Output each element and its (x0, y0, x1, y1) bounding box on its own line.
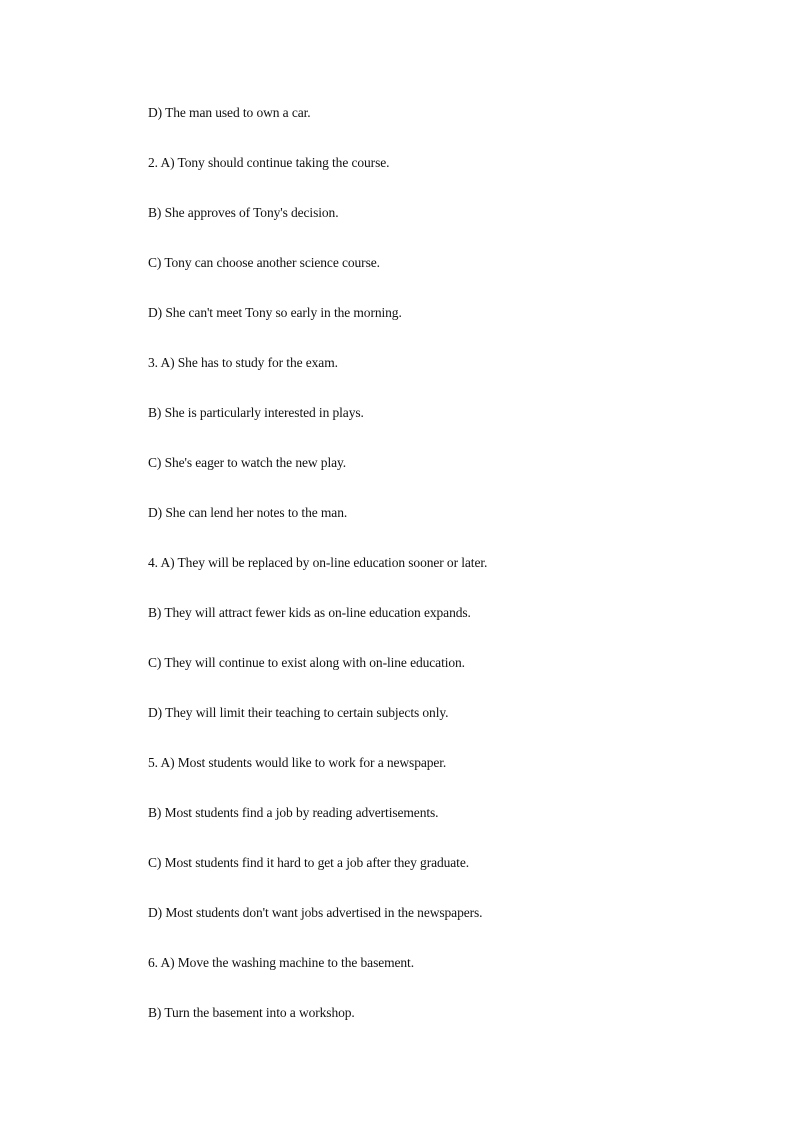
question-5-option-a: 5. A) Most students would like to work for a newspaper. (148, 755, 447, 770)
question-2-option-c: C) Tony can choose another science course. (148, 255, 380, 270)
question-3-option-b: B) She is particularly interested in plays. (148, 405, 364, 420)
question-5-option-c: C) Most students find it hard to get a job after they graduate. (148, 855, 469, 870)
question-4-option-c: C) They will continue to exist along with on-line education. (148, 655, 465, 670)
question-3-option-a: 3. A) She has to study for the exam. (148, 355, 338, 370)
question-6-option-a: 6. A) Move the washing machine to the basement. (148, 955, 414, 970)
question-4-option-b: B) They will attract fewer kids as on-line education expands. (148, 605, 471, 620)
question-2-option-d: D) She can't meet Tony so early in the morning. (148, 305, 402, 320)
option-line-1d: D) The man used to own a car. (148, 105, 311, 120)
answer-options-list (148, 104, 487, 1054)
question-3-option-c: C) She's eager to watch the new play. (148, 455, 347, 470)
question-3-option-d: D) She can lend her notes to the man. (148, 505, 348, 520)
question-5-option-b: B) Most students find a job by reading advertisements. (148, 805, 439, 820)
question-4-option-a: 4. A) They will be replaced by on-line education sooner or later. (148, 555, 488, 570)
question-6-option-b: B) Turn the basement into a workshop. (148, 1005, 355, 1020)
question-5-option-d: D) Most students don't want jobs advertised in the newspapers. (148, 905, 483, 920)
question-4-option-d: D) They will limit their teaching to certain subjects only. (148, 705, 449, 720)
question-2-option-b: B) She approves of Tony's decision. (148, 205, 339, 220)
question-2-option-a: 2. A) Tony should continue taking the course. (148, 155, 390, 170)
